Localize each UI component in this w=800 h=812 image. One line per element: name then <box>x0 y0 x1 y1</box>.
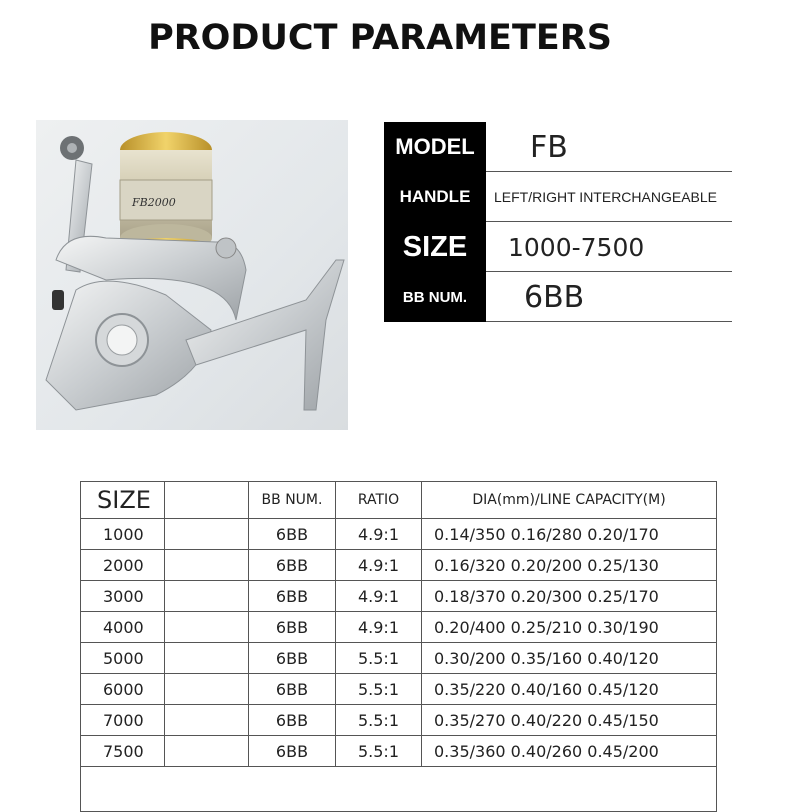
table-row <box>81 581 717 612</box>
spinning-reel-illustration <box>36 120 348 430</box>
cell-line-capacity: 0.16/320 0.20/200 0.25/130 <box>422 550 717 581</box>
param-model-row <box>384 122 732 172</box>
table-row-empty <box>81 767 717 812</box>
cell-bb: 6BB <box>249 674 336 705</box>
cell-size: 1000 <box>81 519 165 550</box>
cell-ratio: 4.9:1 <box>336 550 422 581</box>
cell-bb: 6BB <box>249 550 336 581</box>
cell-line-capacity: 0.18/370 0.20/300 0.25/170 <box>422 581 717 612</box>
param-handle-value: LEFT/RIGHT INTERCHANGEABLE <box>494 189 718 205</box>
table-row <box>81 736 717 767</box>
cell-bb: 6BB <box>249 612 336 643</box>
param-model-label: MODEL <box>384 122 486 172</box>
param-size-row <box>384 222 732 272</box>
table-row <box>81 674 717 705</box>
param-bb-row <box>384 272 732 322</box>
cell-blank <box>165 550 249 581</box>
cell-line-capacity: 0.30/200 0.35/160 0.40/120 <box>422 643 717 674</box>
reel-brand-text: FB2000 <box>132 196 176 209</box>
param-size-value: 1000-7500 <box>508 232 645 262</box>
param-model-value: FB <box>530 129 568 165</box>
cell-line-capacity: 0.20/400 0.25/210 0.30/190 <box>422 612 717 643</box>
cell-line-capacity: 0.35/270 0.40/220 0.45/150 <box>422 705 717 736</box>
cell-bb: 6BB <box>249 519 336 550</box>
cell-blank <box>165 612 249 643</box>
param-bb-label: BB NUM. <box>384 272 486 322</box>
cell-empty <box>81 767 717 812</box>
parameters-panel <box>384 122 732 322</box>
table-row <box>81 612 717 643</box>
cell-size: 7000 <box>81 705 165 736</box>
spec-table-header <box>81 482 717 519</box>
cell-blank <box>165 705 249 736</box>
cell-size: 2000 <box>81 550 165 581</box>
table-row <box>81 705 717 736</box>
cell-ratio: 5.5:1 <box>336 643 422 674</box>
cell-size: 7500 <box>81 736 165 767</box>
cell-line-capacity: 0.35/360 0.40/260 0.45/200 <box>422 736 717 767</box>
cell-ratio: 5.5:1 <box>336 674 422 705</box>
cell-size: 5000 <box>81 643 165 674</box>
table-row <box>81 550 717 581</box>
cell-size: 4000 <box>81 612 165 643</box>
cell-line-capacity: 0.35/220 0.40/160 0.45/120 <box>422 674 717 705</box>
cell-blank <box>165 519 249 550</box>
param-bb-value: 6BB <box>524 279 585 315</box>
cell-ratio: 4.9:1 <box>336 581 422 612</box>
param-handle-row <box>384 172 732 222</box>
header-size: SIZE <box>81 482 165 519</box>
header-ratio: RATIO <box>336 482 422 519</box>
cell-blank <box>165 643 249 674</box>
header-blank <box>165 482 249 519</box>
cell-bb: 6BB <box>249 643 336 674</box>
param-divider <box>486 321 732 322</box>
cell-ratio: 4.9:1 <box>336 519 422 550</box>
cell-bb: 6BB <box>249 736 336 767</box>
cell-blank <box>165 736 249 767</box>
product-photo <box>36 120 348 430</box>
cell-blank <box>165 674 249 705</box>
cell-bb: 6BB <box>249 705 336 736</box>
cell-blank <box>165 581 249 612</box>
header-bb-num: BB NUM. <box>249 482 336 519</box>
cell-bb: 6BB <box>249 581 336 612</box>
header-line-capacity: DIA(mm)/LINE CAPACITY(M) <box>422 482 717 519</box>
param-handle-label: HANDLE <box>384 172 486 222</box>
table-row <box>81 643 717 674</box>
cell-size: 6000 <box>81 674 165 705</box>
param-size-label: SIZE <box>384 222 486 272</box>
cell-ratio: 5.5:1 <box>336 705 422 736</box>
page-title: PRODUCT PARAMETERS <box>148 18 612 58</box>
cell-line-capacity: 0.14/350 0.16/280 0.20/170 <box>422 519 717 550</box>
cell-size: 3000 <box>81 581 165 612</box>
table-row <box>81 519 717 550</box>
cell-ratio: 4.9:1 <box>336 612 422 643</box>
cell-ratio: 5.5:1 <box>336 736 422 767</box>
spec-table <box>80 481 717 812</box>
